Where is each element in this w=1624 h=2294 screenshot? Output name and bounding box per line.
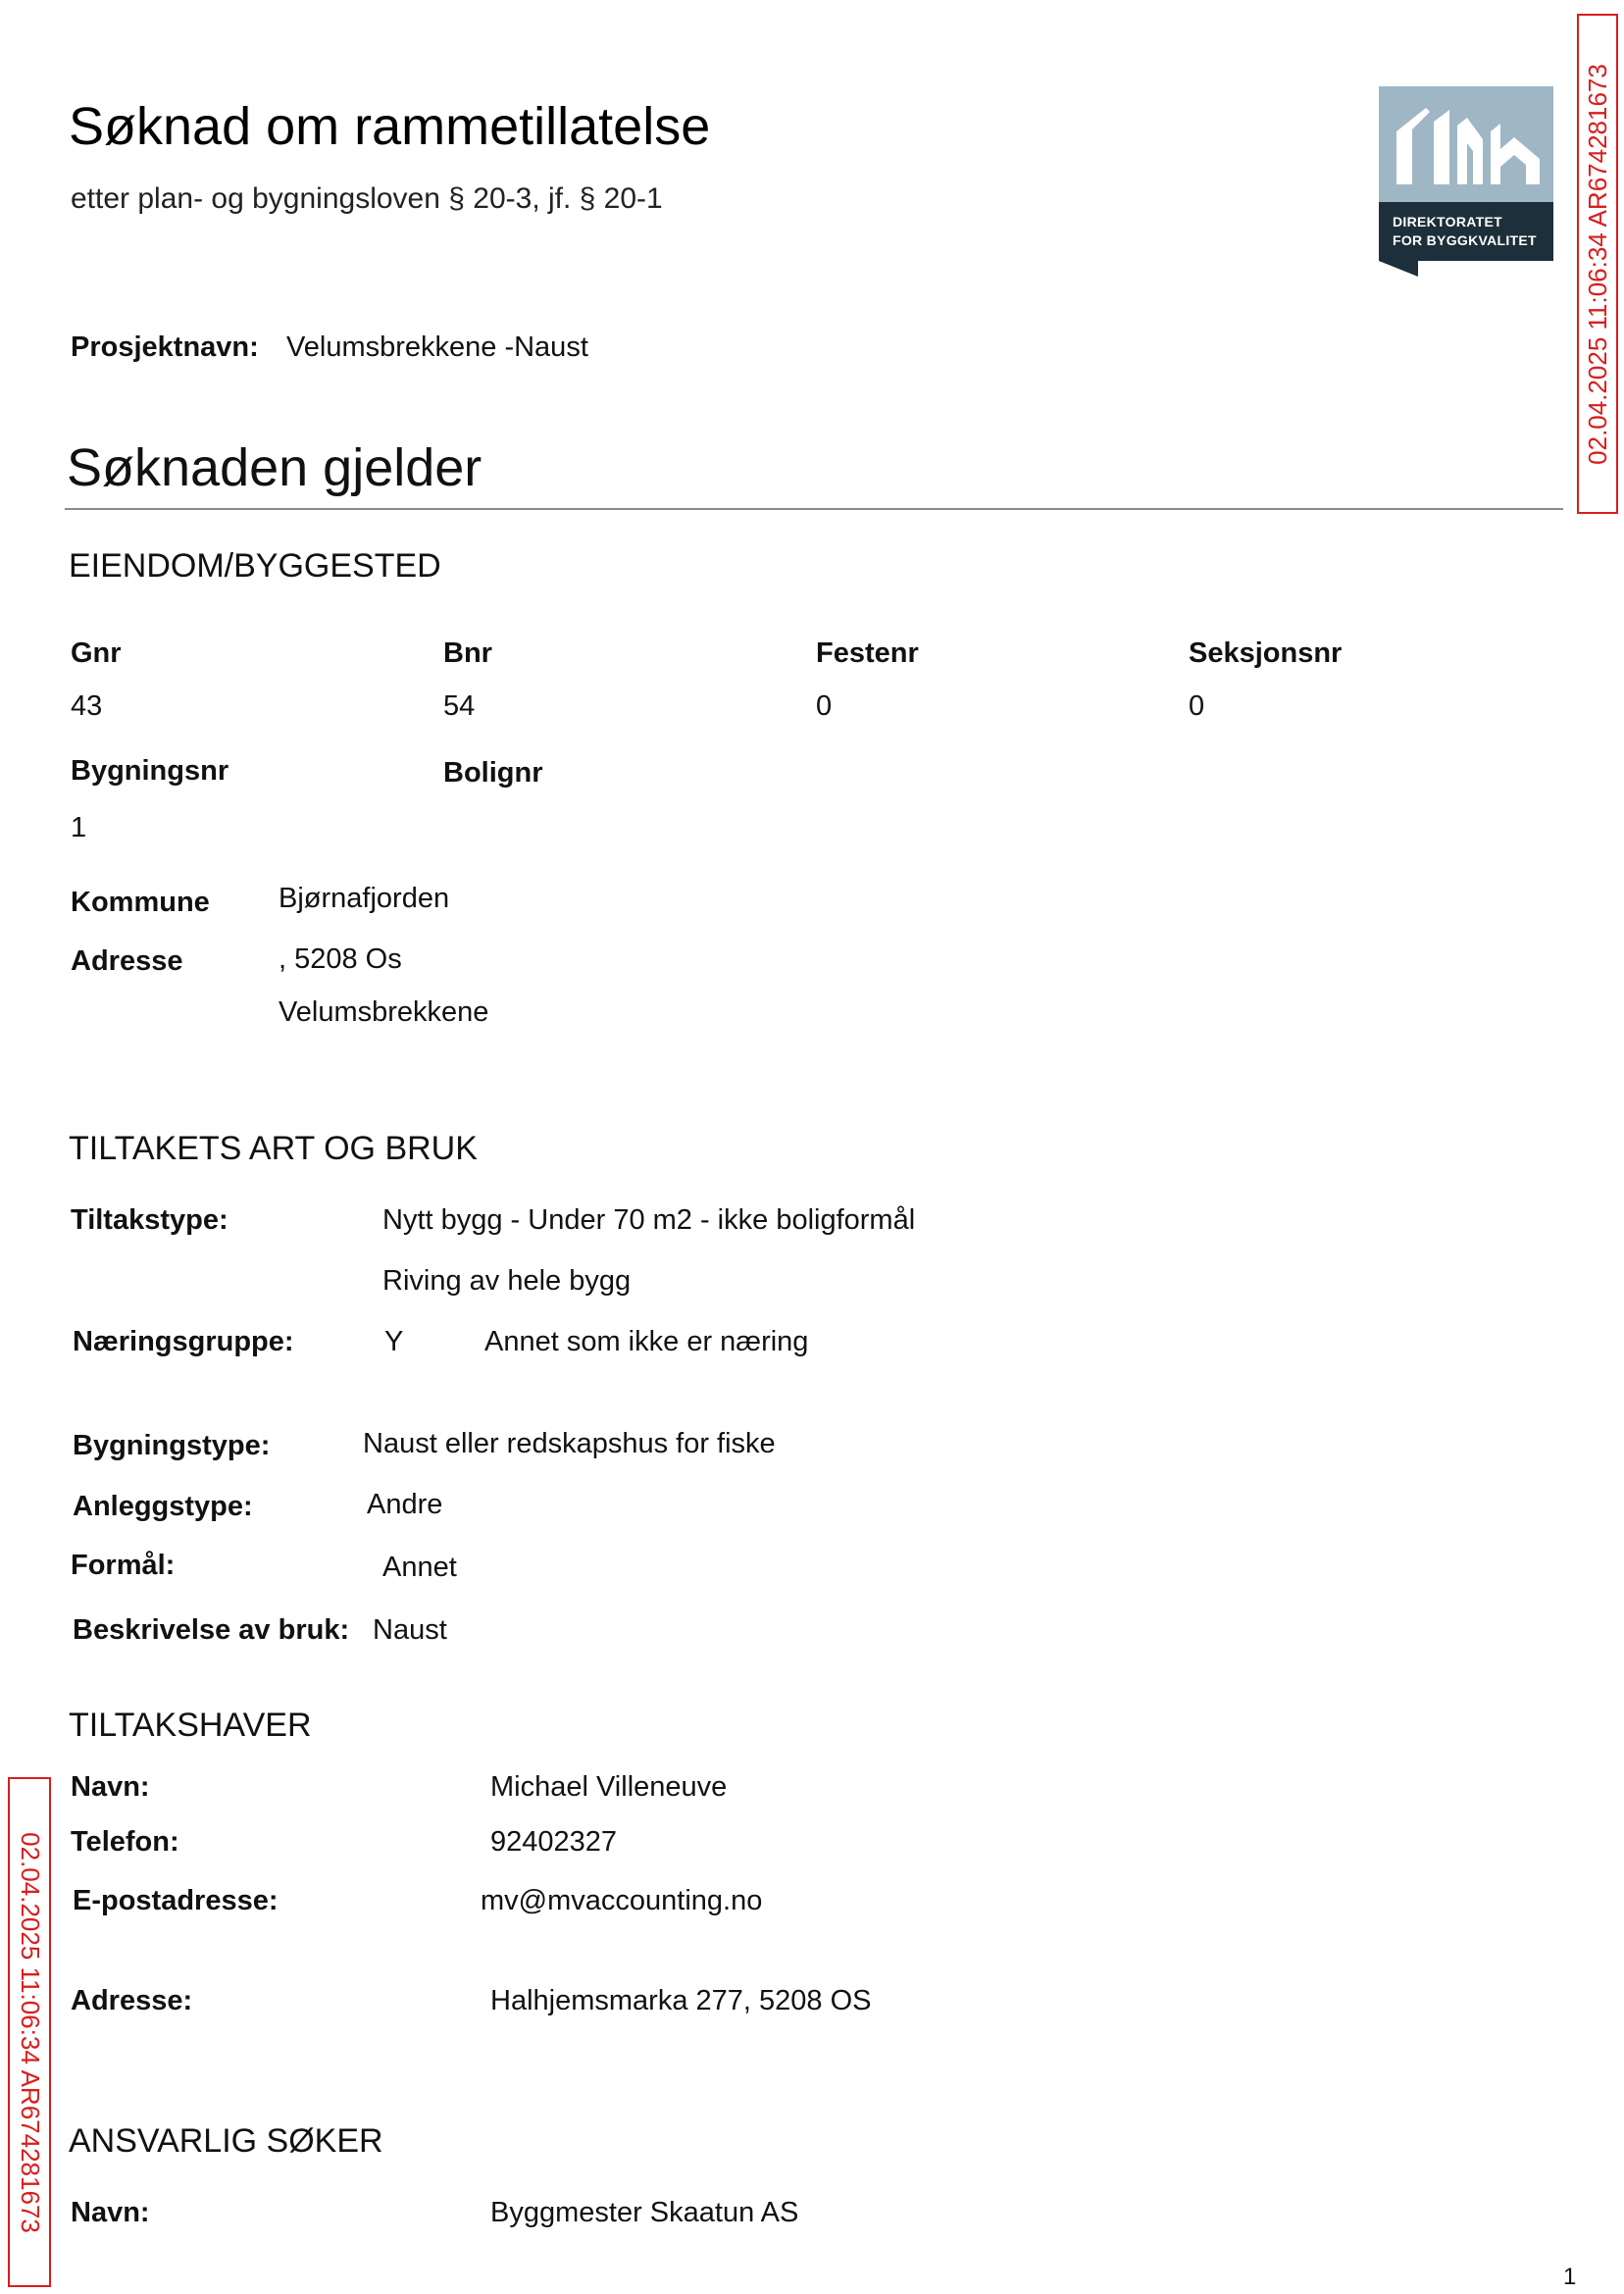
anleggstype-value: Andre (367, 1489, 443, 1520)
kommune-value: Bjørnafjorden (279, 883, 450, 914)
bygningsnr-label: Bygningsnr (71, 755, 229, 787)
tiltak-heading: TILTAKETS ART OG BRUK (69, 1130, 478, 1167)
logo-text-line2: FOR BYGGKVALITET (1393, 232, 1537, 248)
tiltakshaver-adresse-value: Halhjemsmarka 277, 5208 OS (490, 1985, 872, 2016)
bygningstype-value: Naust eller redskapshus for fiske (363, 1428, 776, 1459)
ansvarlig-soker-navn-value: Byggmester Skaatun AS (490, 2197, 799, 2228)
tiltakshaver-telefon-label: Telefon: (71, 1826, 179, 1858)
seksjonsnr-value: 0 (1189, 690, 1205, 722)
beskrivelse-value: Naust (373, 1614, 447, 1646)
formaal-label: Formål: (71, 1550, 176, 1581)
document-subtitle: etter plan- og bygningsloven § 20-3, jf. § 20-1 (71, 182, 663, 215)
tiltakshaver-heading: TILTAKSHAVER (69, 1707, 312, 1744)
timestamp-stamp-left (8, 1777, 51, 2287)
project-name-value: Velumsbrekkene -Naust (286, 331, 588, 363)
festenr-value: 0 (816, 690, 833, 722)
tiltakshaver-telefon-value: 92402327 (490, 1826, 618, 1858)
stamp-text: 02.04.2025 11:06:34 AR674281673 (15, 1831, 45, 2233)
adresse-label: Adresse (71, 945, 183, 977)
naeringsgruppe-label: Næringsgruppe: (73, 1326, 294, 1357)
tiltakstype-value-2: Riving av hele bygg (382, 1265, 632, 1297)
tiltakshaver-adresse-label: Adresse: (71, 1985, 193, 2016)
formaal-value: Annet (382, 1552, 457, 1583)
kommune-label: Kommune (71, 887, 210, 918)
document-title: Søknad om rammetillatelse (69, 97, 711, 156)
tiltakstype-value-1: Nytt bygg - Under 70 m2 - ikke boligformål (382, 1204, 916, 1236)
adresse-line2: Velumsbrekkene (279, 996, 489, 1028)
ansvarlig-soker-heading: ANSVARLIG SØKER (69, 2122, 383, 2160)
dibk-logo (1379, 86, 1553, 277)
section-title: Søknaden gjelder (67, 438, 482, 497)
bolignr-label: Bolignr (443, 757, 543, 789)
logo-text-line1: DIREKTORATET (1393, 214, 1502, 229)
gnr-value: 43 (71, 690, 103, 722)
section-divider (65, 508, 1563, 510)
tiltakshaver-epost-value: mv@mvaccounting.no (481, 1885, 763, 1916)
project-name-label: Prosjektnavn: (71, 331, 259, 363)
stamp-text: 02.04.2025 11:06:34 AR674281673 (1582, 63, 1612, 465)
tiltakshaver-epost-label: E-postadresse: (73, 1885, 279, 1916)
dibk-logo-icon (1379, 86, 1553, 277)
bygningsnr-value: 1 (71, 812, 87, 843)
page-number: 1 (1563, 2264, 1577, 2290)
timestamp-stamp-right (1577, 14, 1618, 514)
tiltakshaver-navn-label: Navn: (71, 1771, 150, 1803)
bnr-value: 54 (443, 690, 476, 722)
bygningstype-label: Bygningstype: (73, 1430, 271, 1461)
festenr-label: Festenr (816, 637, 919, 669)
naeringsgruppe-text: Annet som ikke er næring (484, 1326, 809, 1357)
ansvarlig-soker-navn-label: Navn: (71, 2197, 150, 2228)
anleggstype-label: Anleggstype: (73, 1491, 253, 1522)
gnr-label: Gnr (71, 637, 122, 669)
tiltakstype-label: Tiltakstype: (71, 1204, 228, 1236)
beskrivelse-label: Beskrivelse av bruk: (73, 1614, 350, 1646)
eiendom-heading: EIENDOM/BYGGESTED (69, 547, 441, 585)
adresse-line1: , 5208 Os (279, 943, 402, 975)
bnr-label: Bnr (443, 637, 492, 669)
tiltakshaver-navn-value: Michael Villeneuve (490, 1771, 728, 1803)
naeringsgruppe-code: Y (384, 1326, 404, 1357)
seksjonsnr-label: Seksjonsnr (1189, 637, 1343, 669)
